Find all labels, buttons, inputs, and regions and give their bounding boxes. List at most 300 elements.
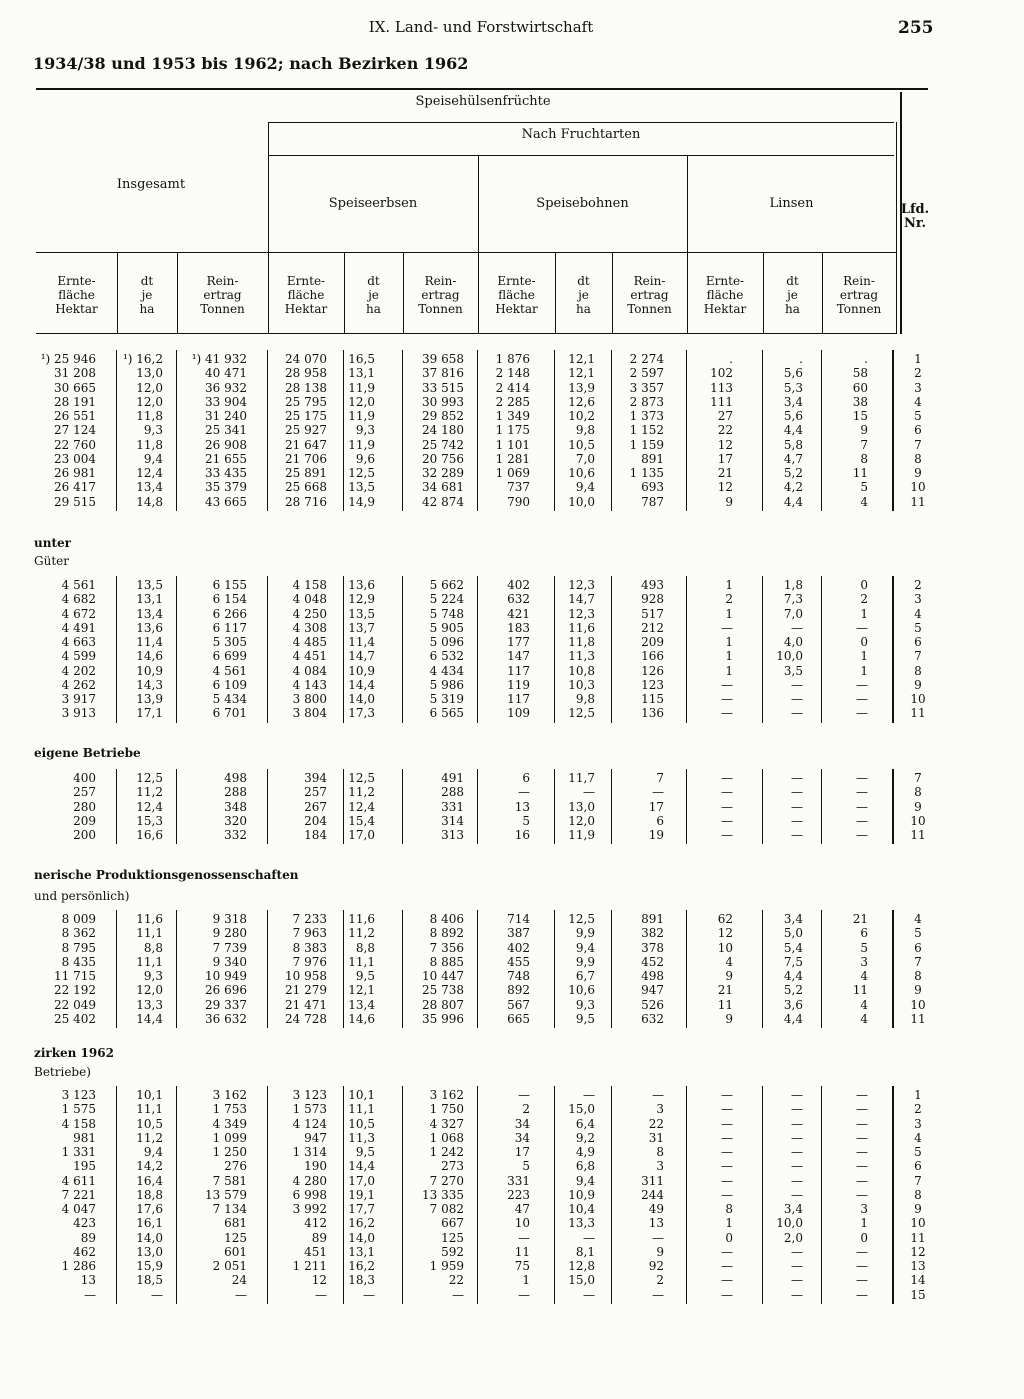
table-cell: 11 xyxy=(514,1244,530,1259)
table-cell: — xyxy=(856,1102,868,1117)
row-number: 4 xyxy=(914,394,922,409)
table-cell: — xyxy=(791,1259,803,1273)
table-cell: 10,9 xyxy=(348,663,375,678)
table-cell: 223 xyxy=(507,1187,530,1202)
table-cell: 10,5 xyxy=(136,1116,163,1131)
table-cell: 4 xyxy=(860,494,868,509)
table-cell: 22 049 xyxy=(54,997,96,1012)
header-speiseerbsen: Speiseerbsen xyxy=(328,196,418,211)
table-cell: 6 266 xyxy=(212,606,247,621)
table-cell: 14,4 xyxy=(348,1159,375,1174)
table-cell: 25 891 xyxy=(285,466,327,480)
row-number: 9 xyxy=(914,983,922,998)
table-cell: — xyxy=(856,1145,868,1159)
table-cell: 714 xyxy=(507,912,530,926)
table-cell: 13 579 xyxy=(205,1187,247,1202)
table-cell: 12,1 xyxy=(568,366,595,381)
table-cell: 7 356 xyxy=(429,940,464,955)
table-cell: 15,4 xyxy=(348,813,375,828)
table-cell: 632 xyxy=(507,592,530,607)
table-cell: 892 xyxy=(507,983,530,998)
table-cell: 5 905 xyxy=(429,620,464,635)
table-cell: 13 xyxy=(648,1216,664,1231)
table-cell: 3 123 xyxy=(61,1088,96,1102)
table-cell: 4 262 xyxy=(61,677,96,692)
table-cell: 9 xyxy=(656,1244,664,1259)
section-column-rule xyxy=(176,769,177,844)
table-cell: 12,4 xyxy=(348,799,375,814)
table-cell: 17,7 xyxy=(348,1202,375,1216)
section-column-rule xyxy=(116,769,117,844)
table-cell: — xyxy=(721,1130,733,1145)
table-cell: 11,1 xyxy=(136,954,163,969)
table-cell: 1 xyxy=(725,1216,733,1231)
table-cell: 117 xyxy=(507,692,530,706)
column-subheader: Rein- ertrag Tonnen xyxy=(200,274,245,316)
table-cell: 1 xyxy=(860,663,868,678)
table-cell: 14,9 xyxy=(348,494,375,509)
table-cell: 26 551 xyxy=(54,409,96,423)
table-cell: 3,6 xyxy=(783,997,803,1012)
table-cell: 12 xyxy=(717,480,733,495)
table-cell: 25 738 xyxy=(422,983,464,998)
table-cell: 26 696 xyxy=(205,983,247,998)
table-cell: 394 xyxy=(304,771,327,785)
table-cell: 378 xyxy=(641,940,664,955)
table-cell: 25 795 xyxy=(285,394,327,409)
table-cell: 13,1 xyxy=(136,592,163,607)
section-column-rule xyxy=(554,769,555,844)
table-cell: 12,0 xyxy=(568,813,595,828)
table-cell: 24 728 xyxy=(285,1011,327,1026)
table-cell: 27 xyxy=(717,409,733,423)
table-cell: 4 308 xyxy=(292,620,327,635)
data-column xyxy=(765,1088,803,1302)
table-cell: 5 662 xyxy=(429,578,464,592)
table-cell: 3,4 xyxy=(783,394,803,409)
table-cell: 22 760 xyxy=(54,437,96,452)
table-cell: 25 668 xyxy=(285,480,327,495)
table-cell: 276 xyxy=(224,1159,247,1174)
table-cell: 18,3 xyxy=(348,1273,375,1288)
table-cell: 4 158 xyxy=(292,578,327,592)
table-cell: 35 379 xyxy=(205,480,247,495)
table-cell: 3 162 xyxy=(212,1088,247,1102)
table-cell: — xyxy=(791,1116,803,1131)
table-cell: 200 xyxy=(73,828,96,842)
column-subheader: dt je ha xyxy=(139,274,155,316)
table-cell: 3 123 xyxy=(292,1088,327,1102)
table-cell: 12,9 xyxy=(348,592,375,607)
table-cell: 4 202 xyxy=(61,663,96,678)
table-cell: 9 xyxy=(725,969,733,983)
data-column xyxy=(38,578,96,721)
data-column xyxy=(346,578,375,721)
table-cell: — xyxy=(856,1259,868,1273)
table-cell: — xyxy=(721,677,733,692)
table-cell: 89 xyxy=(80,1230,96,1245)
table-cell: 11,2 xyxy=(136,785,163,800)
table-cell: 13,3 xyxy=(568,1216,595,1231)
data-column xyxy=(179,352,247,509)
table-cell: 3 xyxy=(656,1102,664,1117)
data-column xyxy=(824,578,868,721)
data-column xyxy=(179,912,247,1026)
table-cell: 33 435 xyxy=(205,466,247,480)
lfd-nr-column xyxy=(900,578,936,721)
table-cell: — xyxy=(791,785,803,800)
table-cell: 6,7 xyxy=(575,969,595,983)
table-cell: 10,0 xyxy=(776,1216,803,1231)
section-column-rule xyxy=(343,910,344,1028)
table-cell: 25 341 xyxy=(205,423,247,438)
table-cell: 592 xyxy=(441,1244,464,1259)
table-cell: 13,6 xyxy=(136,620,163,635)
table-cell: 4 124 xyxy=(292,1116,327,1131)
table-cell: 13,4 xyxy=(136,606,163,621)
section-column-rule xyxy=(611,576,612,723)
table-cell: 601 xyxy=(224,1244,247,1259)
table-cell: 60 xyxy=(852,380,868,395)
table-cell: 2 274 xyxy=(629,352,664,366)
table-cell: 12,0 xyxy=(136,983,163,998)
lfd-nr-column xyxy=(900,912,936,1026)
header-linsen: Linsen xyxy=(769,196,814,211)
table-cell: 16,5 xyxy=(348,352,375,366)
table-cell: 2 051 xyxy=(212,1259,247,1273)
table-cell: — xyxy=(721,1145,733,1159)
section-column-rule xyxy=(821,769,822,844)
table-cell: — xyxy=(856,1088,868,1102)
table-cell: 1 959 xyxy=(429,1259,464,1273)
section-label: unter xyxy=(34,536,71,550)
table-cell: — xyxy=(721,771,733,785)
table-cell: — xyxy=(791,1244,803,1259)
table-cell: 14,2 xyxy=(136,1159,163,1174)
table-cell: ¹) 41 932 xyxy=(191,352,247,366)
row-number: 8 xyxy=(914,785,922,800)
table-cell: 34 xyxy=(514,1116,530,1131)
data-column xyxy=(689,1088,733,1302)
table-cell: 11,3 xyxy=(348,1130,375,1145)
data-column xyxy=(765,912,803,1026)
table-cell: 16,1 xyxy=(136,1216,163,1231)
table-cell: — xyxy=(856,785,868,800)
table-cell: 331 xyxy=(507,1173,530,1188)
table-cell: 455 xyxy=(507,954,530,969)
table-cell: 7,3 xyxy=(783,592,803,607)
table-cell: — xyxy=(583,1230,595,1245)
table-cell: 1 314 xyxy=(292,1145,327,1159)
table-cell: — xyxy=(583,785,595,800)
table-cell: 29 852 xyxy=(422,409,464,423)
table-cell: 3 917 xyxy=(61,692,96,706)
table-cell: 8 xyxy=(725,1202,733,1216)
table-cell: 13,3 xyxy=(136,997,163,1012)
section-column-rule xyxy=(762,1086,763,1304)
table-cell: 498 xyxy=(224,771,247,785)
table-cell: 665 xyxy=(507,1011,530,1026)
table-cell: 891 xyxy=(641,451,664,466)
table-cell: 9,5 xyxy=(355,1145,375,1159)
row-number: 5 xyxy=(914,1145,922,1159)
table-cell: 26 417 xyxy=(54,480,96,495)
table-cell: 4,0 xyxy=(783,635,803,649)
table-cell: 493 xyxy=(641,578,664,592)
table-cell: 12,4 xyxy=(136,799,163,814)
table-cell: 7 739 xyxy=(212,940,247,955)
table-cell: 12,5 xyxy=(568,706,595,721)
table-cell: 567 xyxy=(507,997,530,1012)
table-cell: 6 xyxy=(860,926,868,941)
table-cell: 1 175 xyxy=(495,423,530,438)
table-cell: 7 xyxy=(860,437,868,452)
table-cell: — xyxy=(856,620,868,635)
table-cell: — xyxy=(721,706,733,721)
table-cell: 13 xyxy=(80,1273,96,1288)
table-cell: 12,5 xyxy=(568,912,595,926)
table-cell: — xyxy=(856,677,868,692)
table-cell: 177 xyxy=(507,635,530,649)
table-cell: 8 383 xyxy=(292,940,327,955)
table-cell: 183 xyxy=(507,620,530,635)
table-cell: 1 242 xyxy=(429,1145,464,1159)
row-number: 14 xyxy=(910,1273,926,1288)
table-cell: 24 070 xyxy=(285,352,327,366)
table-cell: 8 xyxy=(656,1145,664,1159)
table-cell: 34 xyxy=(514,1130,530,1145)
table-cell: 348 xyxy=(224,799,247,814)
table-cell: 34 681 xyxy=(422,480,464,495)
table-cell: 7 221 xyxy=(61,1187,96,1202)
table-cell: 7,0 xyxy=(783,606,803,621)
table-cell: 273 xyxy=(441,1159,464,1174)
table-cell: — xyxy=(721,785,733,800)
section-column-rule xyxy=(554,576,555,723)
section-label: Güter xyxy=(34,554,69,568)
table-cell: 27 124 xyxy=(54,423,96,438)
row-number: 7 xyxy=(914,649,922,664)
column-subheader: Rein- ertrag Tonnen xyxy=(836,274,882,316)
data-column xyxy=(270,771,327,842)
data-column xyxy=(614,912,664,1026)
table-cell: 17,0 xyxy=(348,828,375,842)
data-column xyxy=(480,578,530,721)
table-cell: 13,6 xyxy=(348,578,375,592)
section-column-rule xyxy=(686,576,687,723)
table-cell: 9,3 xyxy=(355,423,375,438)
table-cell: — xyxy=(315,1287,327,1302)
table-cell: 18,5 xyxy=(136,1273,163,1288)
data-column xyxy=(557,771,595,842)
data-column xyxy=(557,352,595,509)
data-column xyxy=(119,912,163,1026)
table-cell: 11,2 xyxy=(136,1130,163,1145)
table-cell: 209 xyxy=(641,635,664,649)
table-cell: 10 958 xyxy=(285,969,327,983)
section-column-rule xyxy=(762,910,763,1028)
table-cell: 4 280 xyxy=(292,1173,327,1188)
row-number: 10 xyxy=(910,1216,926,1231)
table-cell: 4 561 xyxy=(212,663,247,678)
rule-below-main-header xyxy=(268,122,894,123)
table-cell: 288 xyxy=(224,785,247,800)
lfd-nr-column xyxy=(900,1088,936,1302)
section-column-rule xyxy=(116,1086,117,1304)
table-cell: 28 958 xyxy=(285,366,327,381)
row-number: 9 xyxy=(914,677,922,692)
row-number: 2 xyxy=(914,1102,922,1117)
table-cell: 11,9 xyxy=(348,380,375,395)
data-column xyxy=(346,1088,375,1302)
table-cell: 12 xyxy=(717,926,733,941)
table-cell: 10,4 xyxy=(568,1202,595,1216)
table-cell: 26 908 xyxy=(205,437,247,452)
table-cell: — xyxy=(151,1287,163,1302)
table-cell: 13,0 xyxy=(136,366,163,381)
table-cell: 3 992 xyxy=(292,1202,327,1216)
table-cell: 1 373 xyxy=(629,409,664,423)
section-column-rule xyxy=(611,769,612,844)
section-column-rule xyxy=(116,350,117,511)
data-column xyxy=(179,1088,247,1302)
table-cell: 11,1 xyxy=(348,1102,375,1117)
table-cell: 9,3 xyxy=(143,423,163,438)
data-column xyxy=(480,1088,530,1302)
table-cell: 7 134 xyxy=(212,1202,247,1216)
table-cell: 13,7 xyxy=(348,620,375,635)
table-cell: — xyxy=(856,771,868,785)
table-cell: 6 701 xyxy=(212,706,247,721)
table-cell: — xyxy=(856,1159,868,1174)
table-cell: — xyxy=(856,1187,868,1202)
table-cell: 21 655 xyxy=(205,451,247,466)
table-cell: 6,4 xyxy=(575,1116,595,1131)
table-cell: 40 471 xyxy=(205,366,247,381)
table-cell: — xyxy=(791,1287,803,1302)
table-cell: — xyxy=(652,1230,664,1245)
table-cell: 2 xyxy=(860,592,868,607)
table-top-rule xyxy=(36,88,928,90)
row-number: 10 xyxy=(910,813,926,828)
section-column-rule xyxy=(892,350,894,511)
row-number: 2 xyxy=(914,366,922,381)
table-cell: 35 996 xyxy=(422,1011,464,1026)
section-column-rule xyxy=(402,576,403,723)
table-cell: 0 xyxy=(725,1230,733,1245)
table-cell: — xyxy=(721,1116,733,1131)
table-cell: 33 904 xyxy=(205,394,247,409)
table-cell: 11,1 xyxy=(348,954,375,969)
table-cell: — xyxy=(856,1244,868,1259)
table-cell: 14,0 xyxy=(136,1230,163,1245)
table-cell: 212 xyxy=(641,620,664,635)
table-cell: — xyxy=(856,1287,868,1302)
table-cell: 5,3 xyxy=(783,380,803,395)
table-cell: 9,8 xyxy=(575,423,595,438)
table-cell: 119 xyxy=(507,677,530,692)
column-subheader: dt je ha xyxy=(576,274,591,316)
table-cell: 12 xyxy=(311,1273,327,1288)
section-column-rule xyxy=(343,769,344,844)
table-cell: 12,6 xyxy=(568,394,595,409)
table-cell: 257 xyxy=(73,785,96,800)
table-cell: 4 599 xyxy=(61,649,96,664)
table-cell: — xyxy=(856,799,868,814)
row-number: 6 xyxy=(914,940,922,955)
table-cell: 3 162 xyxy=(429,1088,464,1102)
table-cell: 11,9 xyxy=(348,409,375,423)
section-column-rule xyxy=(554,350,555,511)
table-cell: 421 xyxy=(507,606,530,621)
row-number: 7 xyxy=(914,1173,922,1188)
table-cell: — xyxy=(84,1287,96,1302)
table-cell: 17,1 xyxy=(136,706,163,721)
rule-below-group-headers xyxy=(36,252,896,253)
table-cell: 14,4 xyxy=(136,1011,163,1026)
table-cell: 1 159 xyxy=(629,437,664,452)
table-cell: 0 xyxy=(860,1230,868,1245)
table-cell: 30 993 xyxy=(422,394,464,409)
table-cell: 17,6 xyxy=(136,1202,163,1216)
data-column xyxy=(119,1088,163,1302)
table-cell: 1 573 xyxy=(292,1102,327,1117)
divider-before-lfd-nr xyxy=(896,122,897,334)
section-column-rule xyxy=(477,1086,478,1304)
table-cell: 9,2 xyxy=(575,1130,595,1145)
row-number: 10 xyxy=(910,480,926,495)
section-column-rule xyxy=(477,576,478,723)
table-cell: — xyxy=(583,1287,595,1302)
table-cell: 195 xyxy=(73,1159,96,1174)
table-cell: 25 175 xyxy=(285,409,327,423)
table-cell: 11,6 xyxy=(568,620,595,635)
table-cell: 4,2 xyxy=(783,480,803,495)
table-cell: 11,1 xyxy=(136,926,163,941)
table-cell: 3 xyxy=(860,954,868,969)
table-cell: 1 135 xyxy=(629,466,664,480)
table-cell: 8 406 xyxy=(429,912,464,926)
row-number: 8 xyxy=(914,969,922,983)
table-cell: 37 816 xyxy=(422,366,464,381)
table-cell: 15,9 xyxy=(136,1259,163,1273)
table-cell: 2 285 xyxy=(495,394,530,409)
table-cell: 526 xyxy=(641,997,664,1012)
table-cell: 9 xyxy=(860,423,868,438)
table-cell: — xyxy=(791,692,803,706)
table-cell: 1 069 xyxy=(495,466,530,480)
table-cell: — xyxy=(363,1287,375,1302)
table-cell: 12,1 xyxy=(348,983,375,998)
table-cell: 58 xyxy=(852,366,868,381)
table-cell: 1 331 xyxy=(61,1145,96,1159)
row-number: 11 xyxy=(910,1230,926,1245)
table-cell: 11,2 xyxy=(348,926,375,941)
table-cell: 12 xyxy=(717,437,733,452)
table-cell: 1 349 xyxy=(495,409,530,423)
column-subheader: Rein- ertrag Tonnen xyxy=(627,274,672,316)
table-cell: 4 485 xyxy=(292,635,327,649)
table-cell: 5,6 xyxy=(783,409,803,423)
table-cell: 184 xyxy=(304,828,327,842)
column-subheader: dt je ha xyxy=(366,274,381,316)
table-cell: 6 699 xyxy=(212,649,247,664)
table-cell: 1 xyxy=(725,649,733,664)
table-cell: 190 xyxy=(304,1159,327,1174)
section-column-rule xyxy=(402,350,403,511)
table-cell: 400 xyxy=(73,771,96,785)
data-column xyxy=(38,912,96,1026)
